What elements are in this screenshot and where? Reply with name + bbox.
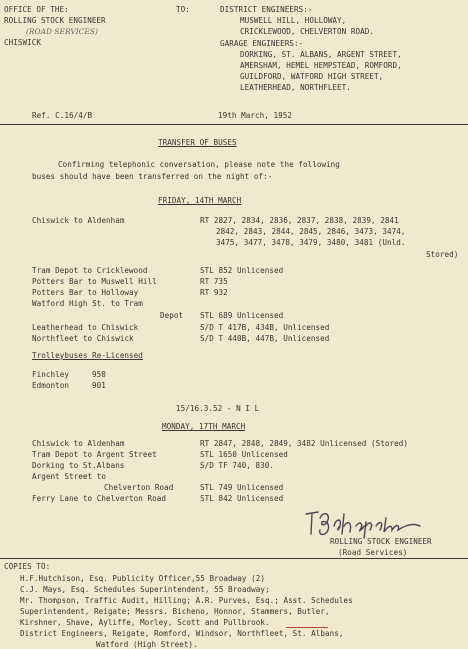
- section2-buses: STL 1650 Unlicensed: [200, 450, 288, 459]
- section1-route: Northfleet to Chiswick: [32, 334, 134, 343]
- section1-buses: RT 932: [200, 288, 228, 297]
- chiswick-label: CHISWICK: [4, 38, 41, 47]
- section1-route: Potters Bar to Holloway: [32, 288, 139, 297]
- copies-line: Superintendent, Reigate; Messrs. Bicheno, Honnor, Stammers, Butler,: [20, 607, 330, 616]
- section1-buses: STL 689 Unlicensed: [200, 311, 284, 320]
- section2-route: Argent Street to: [32, 472, 106, 481]
- header-divider: [0, 124, 468, 125]
- district-line-1: MUSWELL HILL, HOLLOWAY,: [240, 16, 347, 25]
- garage-engineers-label: GARAGE ENGINEERS:-: [220, 39, 304, 48]
- copies-line: Kirshner, Shave, Ayliffe, Morley, Scott and Pullbrook.: [20, 618, 270, 627]
- trolleybuses-heading: Trolleybuses Re-Licensed: [32, 351, 143, 360]
- section2-route: Ferry Lane to Chelverton Road: [32, 494, 167, 503]
- trolleybus-place: Edmonton: [32, 381, 69, 390]
- copies-line: Watford (High Street).: [96, 640, 198, 649]
- rolling-stock-engineer: ROLLING STOCK ENGINEER: [4, 16, 106, 25]
- copies-line: Mr. Thompson, Traffic Audit, Hilling; A.R. Purves, Esq.; Asst. Schedules: [20, 596, 353, 605]
- section-heading-monday: MONDAY, 17TH MARCH: [162, 422, 246, 431]
- section2-route: Tram Depot to Argent Street: [32, 450, 157, 459]
- copies-label: COPIES TO:: [4, 562, 51, 571]
- reference-number: Ref. C.16/4/B: [32, 111, 93, 120]
- section1-buses: 2842, 2843, 2844, 2845, 2846, 3473, 3474,: [216, 227, 406, 236]
- section1-buses: S/D T 417B, 434B, Unlicensed: [200, 323, 330, 332]
- section-heading-friday: FRIDAY, 14TH MARCH: [158, 196, 242, 205]
- signature-subtitle: (Road Services): [338, 548, 408, 557]
- trolleybus-number: 901: [92, 381, 106, 390]
- footer-divider: [0, 558, 468, 559]
- district-line-2: CRICKLEWOOD, CHELVERTON ROAD.: [240, 27, 375, 36]
- pen-underline: [286, 627, 328, 628]
- section1-buses: Stored): [426, 250, 459, 259]
- section1-buses: RT 735: [200, 277, 228, 286]
- office-of-label: OFFICE OF THE:: [4, 5, 69, 14]
- district-engineers-label: DISTRICT ENGINEERS:-: [220, 5, 313, 14]
- section1-route: Watford High St. to Tram: [32, 299, 143, 308]
- section2-buses: STL 749 Unlicensed: [200, 483, 284, 492]
- section1-buses: 3475, 3477, 3478, 3479, 3480, 3481 (Unld.: [216, 238, 406, 247]
- intro-line-2: buses should have been transferred on the night of:-: [32, 172, 273, 181]
- memo-title: TRANSFER OF BUSES: [158, 138, 237, 147]
- signature-title: ROLLING STOCK ENGINEER: [330, 537, 432, 546]
- trolleybus-number: 950: [92, 370, 106, 379]
- road-services-handwritten: (ROAD SERVICES): [26, 27, 98, 36]
- section1-route: Tram Depot to Cricklewood: [32, 266, 148, 275]
- section1-route: Potters Bar to Muswell Hill: [32, 277, 157, 286]
- section2-buses: S/D TF 740, 830.: [200, 461, 274, 470]
- section1-route: Chiswick to Aldenham: [32, 216, 125, 225]
- to-label: TO:: [176, 5, 190, 14]
- section2-route: Chelverton Road: [104, 483, 174, 492]
- copies-line: District Engineers, Reigate, Romford, Windsor, Northfleet, St. Albans,: [20, 629, 344, 638]
- section1-buses: RT 2827, 2834, 2836, 2837, 2838, 2839, 2841: [200, 216, 399, 225]
- section1-route: Depot: [160, 311, 184, 320]
- section1-buses: STL 852 Unlicensed: [200, 266, 284, 275]
- copies-line: H.F.Hutchison, Esq. Publicity Officer,55 Broadway (2): [20, 574, 265, 583]
- section2-buses: RT 2847, 2848, 2849, 3482 Unlicensed (Stored): [200, 439, 408, 448]
- section2-buses: STL 842 Unlicensed: [200, 494, 284, 503]
- copies-line: C.J. Mays, Esq. Schedules Superintendent, 55 Broadway;: [20, 585, 270, 594]
- intro-line-1: Confirming telephonic conversation, please note the following: [58, 160, 340, 169]
- section2-route: Chiswick to Aldenham: [32, 439, 125, 448]
- garage-line-3: GUILDFORD, WATFORD HIGH STREET,: [240, 72, 384, 81]
- section1-buses: S/D T 440B, 447B, Unlicensed: [200, 334, 330, 343]
- trolleybus-place: Finchley: [32, 370, 69, 379]
- section2-route: Dorking to St.Albans: [32, 461, 125, 470]
- section1-route: Leatherhead to Chiswick: [32, 323, 139, 332]
- memo-date: 19th March, 1952: [218, 111, 292, 120]
- garage-line-1: DORKING, ST. ALBANS, ARGENT STREET,: [240, 50, 402, 59]
- nil-line: 15/16.3.52 - N I L: [176, 404, 260, 413]
- garage-line-2: AMERSHAM, HEMEL HEMPSTEAD, ROMFORD,: [240, 61, 402, 70]
- garage-line-4: LEATHERHEAD, NORTHFLEET.: [240, 83, 351, 92]
